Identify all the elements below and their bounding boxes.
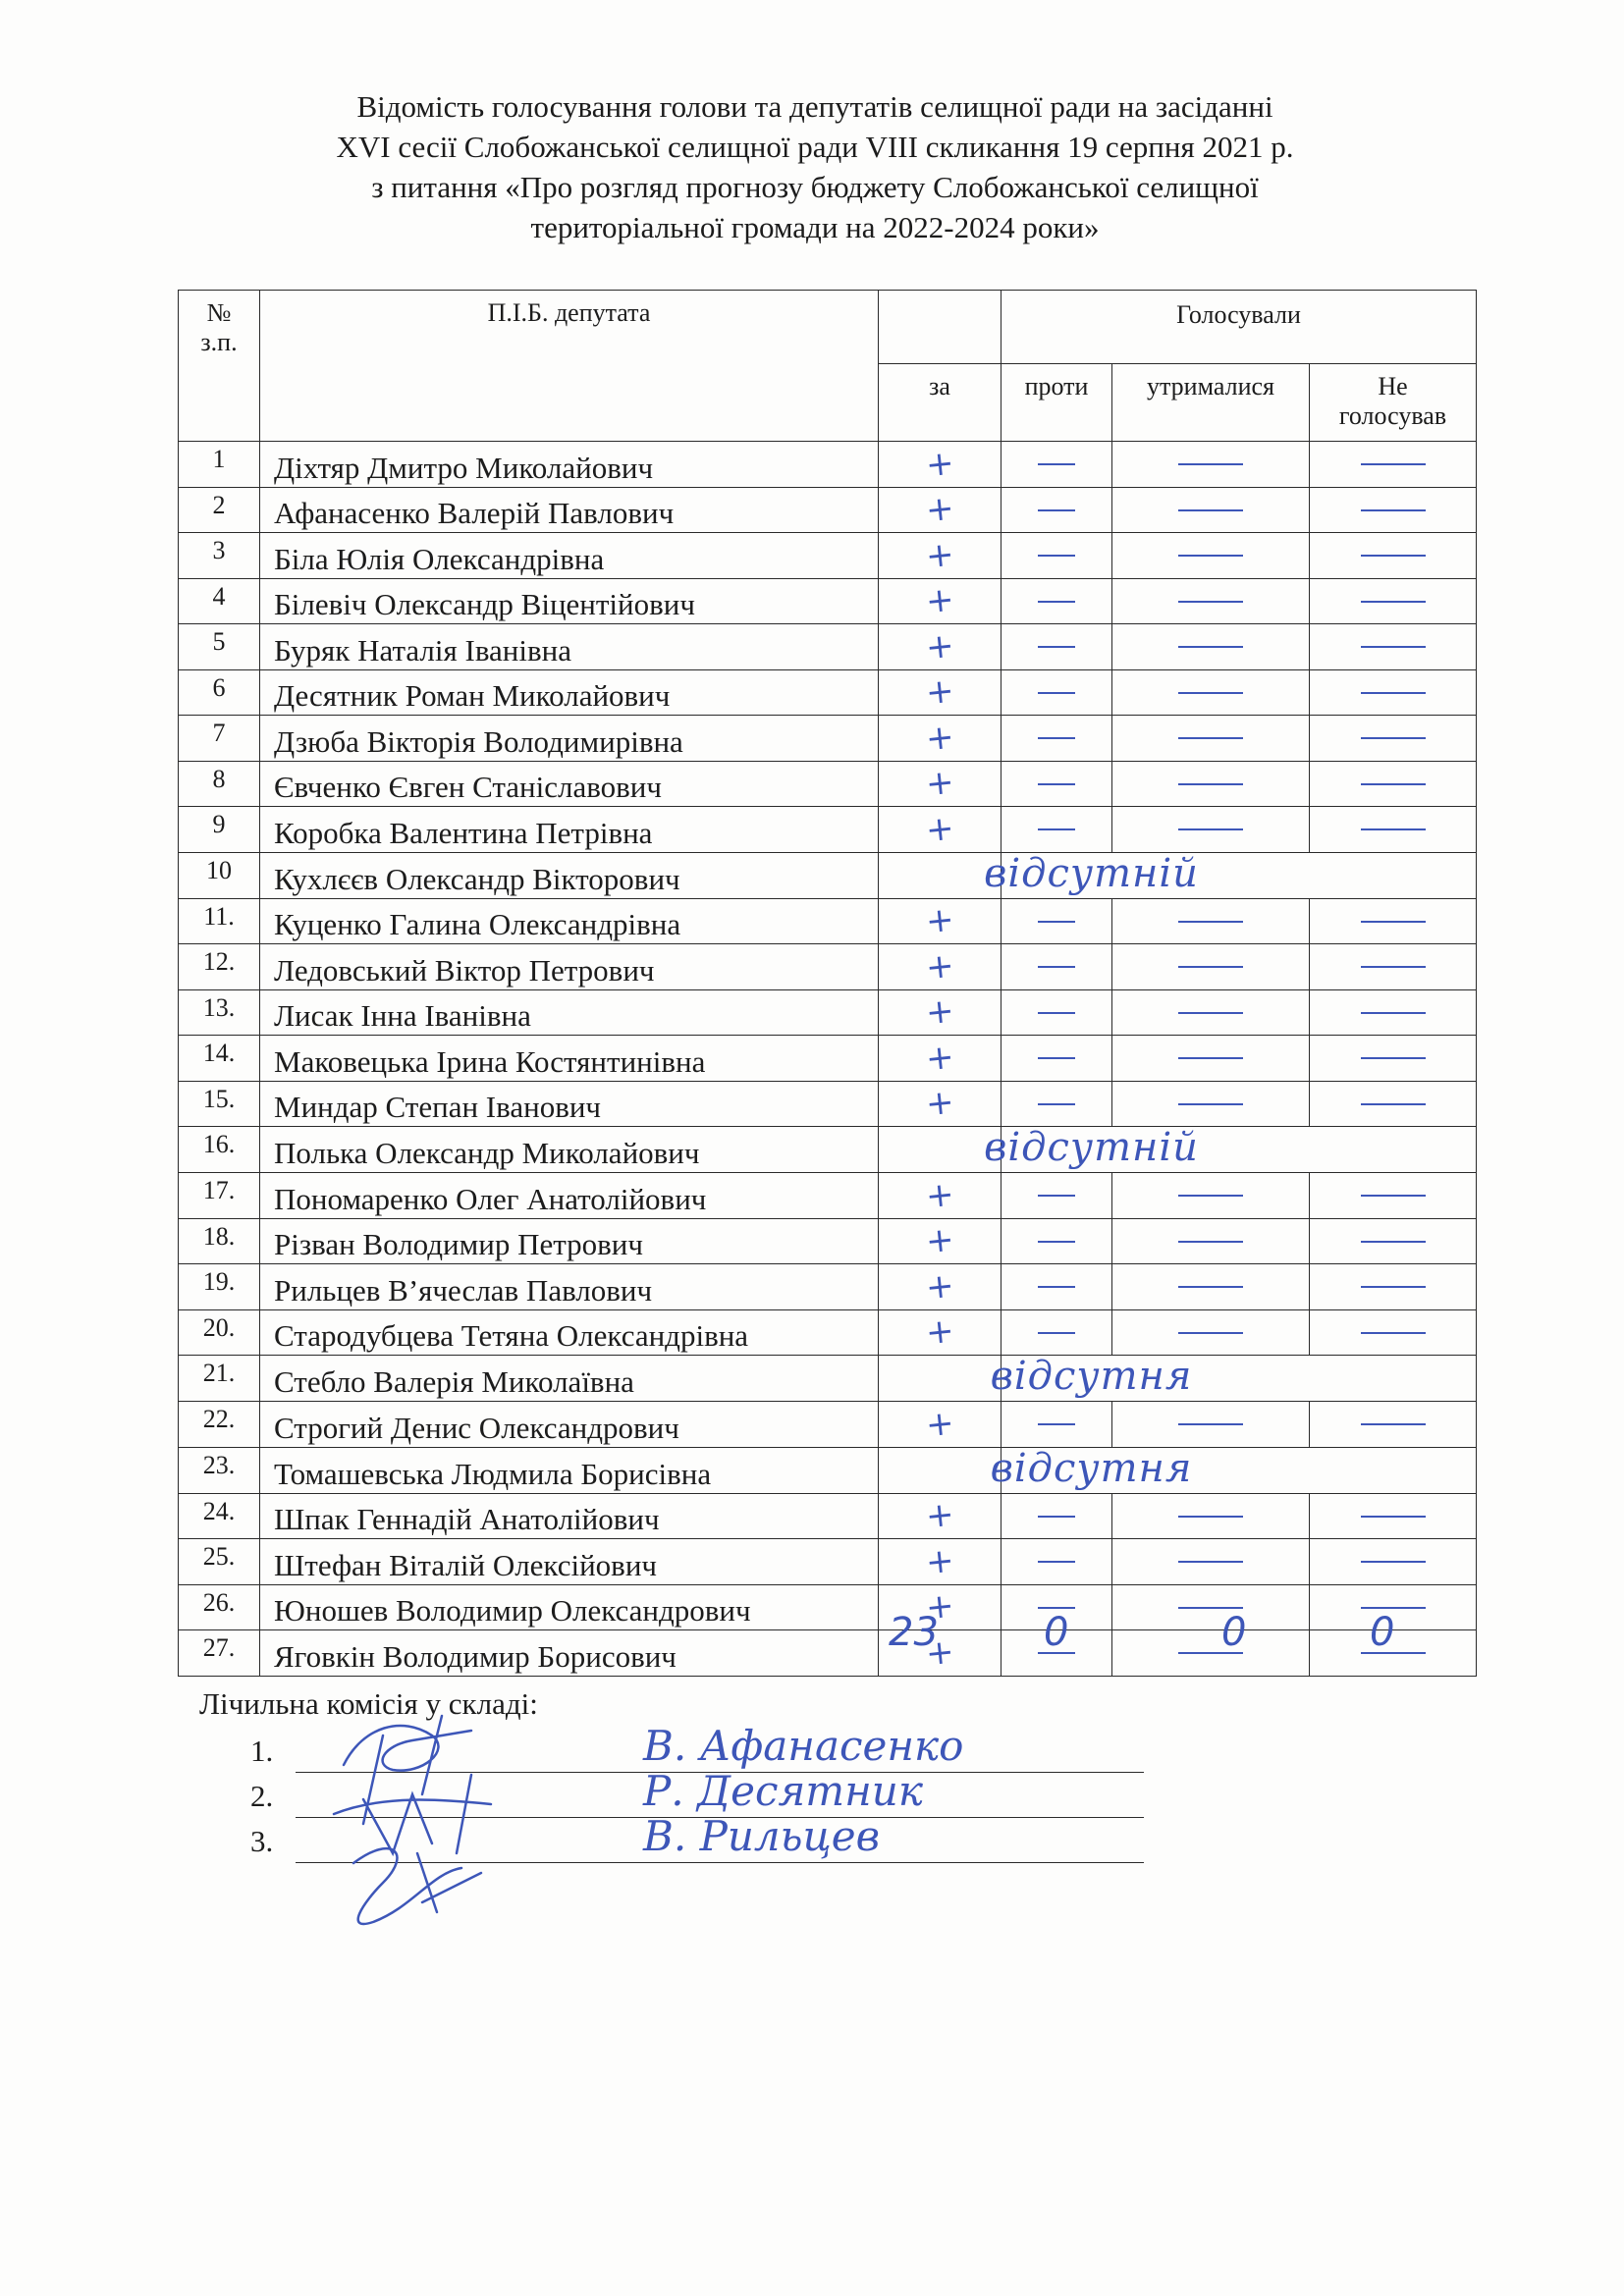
vote-abstained-dash	[1178, 692, 1243, 694]
vote-against-dash	[1038, 463, 1075, 465]
deputy-name: Пономаренко Олег Анатолійович	[260, 1173, 879, 1219]
vote-for-mark: +	[923, 1403, 956, 1446]
vote-against-dash	[1038, 1195, 1075, 1197]
vote-against-dash	[1038, 646, 1075, 648]
vote-against-dash	[1038, 601, 1075, 603]
commission-member-2: 2. Р. Десятник	[250, 1779, 1144, 1818]
vote-for-mark: +	[923, 1494, 956, 1537]
vote-against-dash	[1038, 1103, 1075, 1105]
vote-against-dash	[1038, 1516, 1075, 1518]
table-row	[179, 1539, 1477, 1585]
vote-against-dash	[1038, 1241, 1075, 1243]
table-row	[179, 944, 1477, 990]
vote-abstained-dash	[1178, 783, 1243, 785]
total-against: 0	[1044, 1610, 1069, 1655]
vote-not-voted-dash	[1361, 1241, 1426, 1243]
deputy-name: Рильцев В’ячеслав Павлович	[260, 1264, 879, 1310]
vote-for-mark: +	[923, 1540, 956, 1583]
row-number: 9	[179, 807, 260, 853]
vote-against-dash	[1038, 1057, 1075, 1059]
vote-for-mark: +	[923, 625, 956, 668]
vote-abstained-dash	[1178, 1607, 1243, 1609]
row-number: 16.	[179, 1127, 260, 1173]
vote-abstained-dash	[1178, 828, 1243, 830]
vote-for-mark: +	[923, 808, 956, 851]
vote-not-voted-dash	[1361, 1561, 1426, 1563]
vote-for-mark: +	[923, 1219, 956, 1262]
deputy-name: Кухлєєв Олександр Вікторович	[260, 852, 879, 898]
row-number: 4	[179, 578, 260, 624]
header-voted: Голосували	[1001, 291, 1477, 364]
vote-for-mark: +	[923, 1174, 956, 1217]
vote-totals	[0, 1610, 1624, 1675]
row-number: 3	[179, 533, 260, 579]
vote-not-voted-dash	[1361, 1012, 1426, 1014]
table-row	[179, 1127, 1477, 1173]
vote-not-voted-dash	[1361, 921, 1426, 923]
deputy-name: Юношев Володимир Олександрович	[260, 1584, 879, 1630]
row-number: 17.	[179, 1173, 260, 1219]
vote-against-dash	[1038, 783, 1075, 785]
deputy-name: Білевіч Олександр Віцентійович	[260, 578, 879, 624]
document-title	[147, 86, 1483, 247]
vote-not-voted-dash	[1361, 966, 1426, 968]
vote-against-dash	[1038, 1012, 1075, 1014]
vote-not-voted-dash	[1361, 601, 1426, 603]
table-row	[179, 1173, 1477, 1219]
vote-for-mark: +	[923, 443, 956, 486]
table-row	[179, 989, 1477, 1036]
deputy-name: Десятник Роман Миколайович	[260, 669, 879, 716]
vote-not-voted-dash	[1361, 555, 1426, 557]
vote-not-voted-dash	[1361, 1286, 1426, 1288]
vote-abstained-dash	[1178, 1012, 1243, 1014]
vote-not-voted-dash	[1361, 1195, 1426, 1197]
deputy-name: Буряк Наталія Іванівна	[260, 624, 879, 670]
table-row	[179, 716, 1477, 762]
table-row	[179, 807, 1477, 853]
header-number: № з.п.	[179, 291, 260, 442]
vote-abstained-dash	[1178, 1561, 1243, 1563]
deputy-name: Штефан Віталій Олексійович	[260, 1539, 879, 1585]
row-number: 27.	[179, 1630, 260, 1677]
vote-for-mark: +	[923, 579, 956, 622]
table-row	[179, 761, 1477, 807]
vote-not-voted-dash	[1361, 1423, 1426, 1425]
table-row	[179, 898, 1477, 944]
deputy-name: Лисак Інна Іванівна	[260, 989, 879, 1036]
vote-not-voted-dash	[1361, 509, 1426, 511]
header-name: П.І.Б. депутата	[260, 291, 879, 442]
table-row	[179, 487, 1477, 533]
total-not-voted: 0	[1370, 1610, 1395, 1655]
member-name: В. Афанасенко	[643, 1722, 964, 1770]
deputy-name: Діхтяр Дмитро Миколайович	[260, 442, 879, 488]
table-row	[179, 1309, 1477, 1356]
header-blank	[879, 291, 1001, 364]
table-row	[179, 442, 1477, 488]
voting-table	[178, 290, 1477, 1677]
deputy-name: Миндар Степан Іванович	[260, 1081, 879, 1127]
vote-for-mark: +	[923, 1265, 956, 1308]
vote-abstained-dash	[1178, 463, 1243, 465]
absent-note: відсутня	[990, 1445, 1193, 1491]
vote-against-dash	[1038, 1286, 1075, 1288]
title-line-2: XVI сесії Слобожанської селищної ради VIII скликання 19 серпня 2021 р.	[336, 130, 1294, 164]
vote-not-voted-dash	[1361, 692, 1426, 694]
vote-not-voted-dash	[1361, 1057, 1426, 1059]
row-number: 6	[179, 669, 260, 716]
absent-note: відсутня	[990, 1354, 1193, 1399]
deputy-name: Дзюба Вікторія Володимирівна	[260, 716, 879, 762]
vote-for-mark: +	[923, 670, 956, 714]
commission-member-1: 1. В. Афанасенко	[250, 1734, 1144, 1773]
vote-abstained-dash	[1178, 966, 1243, 968]
vote-against-dash	[1038, 737, 1075, 739]
vote-against-dash	[1038, 1561, 1075, 1563]
row-number: 5	[179, 624, 260, 670]
header-abstained: утрималися	[1112, 364, 1310, 442]
header-row-1	[179, 291, 1477, 364]
row-number: 8	[179, 761, 260, 807]
row-number: 7	[179, 716, 260, 762]
vote-for-mark: +	[923, 488, 956, 531]
vote-against-dash	[1038, 828, 1075, 830]
vote-not-voted-dash	[1361, 828, 1426, 830]
deputy-name: Біла Юлія Олександрівна	[260, 533, 879, 579]
vote-for-mark: +	[923, 990, 956, 1034]
vote-not-voted-dash	[1361, 783, 1426, 785]
deputy-name: Стародубцева Тетяна Олександрівна	[260, 1309, 879, 1356]
table-row	[179, 1036, 1477, 1082]
vote-against-dash	[1038, 1332, 1075, 1334]
absent-note: відсутній	[984, 1125, 1199, 1170]
vote-abstained-dash	[1178, 921, 1243, 923]
vote-not-voted-dash	[1361, 463, 1426, 465]
vote-for-mark: +	[923, 1037, 956, 1080]
deputy-name: Яговкін Володимир Борисович	[260, 1630, 879, 1677]
member-name: В. Рильцев	[643, 1812, 881, 1860]
table-row	[179, 852, 1477, 898]
vote-not-voted-dash	[1361, 737, 1426, 739]
table-row	[179, 669, 1477, 716]
row-number: 22.	[179, 1402, 260, 1448]
vote-for-mark: +	[923, 717, 956, 760]
vote-for-mark: +	[923, 899, 956, 942]
vote-against-dash	[1038, 921, 1075, 923]
row-number: 1	[179, 442, 260, 488]
title-line-4: територіальної громади на 2022-2024 роки»	[530, 210, 1100, 244]
vote-against-dash	[1038, 1423, 1075, 1425]
row-number: 18.	[179, 1218, 260, 1264]
vote-for-mark: +	[923, 1631, 956, 1675]
deputy-name: Полька Олександр Миколайович	[260, 1127, 879, 1173]
table-row	[179, 1493, 1477, 1539]
deputy-name: Куценко Галина Олександрівна	[260, 898, 879, 944]
signature-scribble	[324, 1706, 560, 1942]
vote-abstained-dash	[1178, 1195, 1243, 1197]
deputy-name: Афанасенко Валерій Павлович	[260, 487, 879, 533]
table-row	[179, 533, 1477, 579]
deputy-name: Стебло Валерія Миколаївна	[260, 1356, 879, 1402]
row-number: 13.	[179, 989, 260, 1036]
vote-for-mark: +	[923, 1082, 956, 1125]
vote-abstained-dash	[1178, 555, 1243, 557]
vote-for-mark: +	[923, 534, 956, 577]
vote-abstained-dash	[1178, 1241, 1243, 1243]
vote-abstained-dash	[1178, 509, 1243, 511]
row-number: 12.	[179, 944, 260, 990]
row-number: 21.	[179, 1356, 260, 1402]
commission-label: Лічильна комісія у складі:	[199, 1686, 538, 1721]
vote-against-dash	[1038, 555, 1075, 557]
vote-abstained-dash	[1178, 646, 1243, 648]
vote-against-dash	[1038, 1607, 1075, 1609]
vote-against-dash	[1038, 692, 1075, 694]
commission-member-3: 3. В. Рильцев	[250, 1824, 1144, 1863]
row-number: 11.	[179, 898, 260, 944]
vote-abstained-dash	[1178, 1057, 1243, 1059]
title-line-1: Відомість голосування голови та депутатів селищної ради на засіданні	[356, 89, 1273, 124]
table-row	[179, 1218, 1477, 1264]
vote-abstained-dash	[1178, 1332, 1243, 1334]
vote-abstained-dash	[1178, 601, 1243, 603]
row-number: 20.	[179, 1309, 260, 1356]
row-number: 2	[179, 487, 260, 533]
vote-against-dash	[1038, 509, 1075, 511]
table-row	[179, 1402, 1477, 1448]
vote-against-dash	[1038, 966, 1075, 968]
deputy-name: Євченко Євген Станіславович	[260, 761, 879, 807]
row-number: 14.	[179, 1036, 260, 1082]
vote-abstained-dash	[1178, 1516, 1243, 1518]
deputy-name: Коробка Валентина Петрівна	[260, 807, 879, 853]
deputy-name: Томашевська Людмила Борисівна	[260, 1447, 879, 1493]
vote-not-voted-dash	[1361, 1607, 1426, 1609]
total-abstained: 0	[1221, 1610, 1247, 1655]
vote-for-mark: +	[923, 1585, 956, 1629]
vote-abstained-dash	[1178, 1286, 1243, 1288]
row-number: 25.	[179, 1539, 260, 1585]
vote-abstained-dash	[1178, 1423, 1243, 1425]
vote-abstained-dash	[1178, 737, 1243, 739]
vote-abstained-dash	[1178, 1103, 1243, 1105]
deputy-name: Шпак Геннадій Анатолійович	[260, 1493, 879, 1539]
title-line-3: з питання «Про розгляд прогнозу бюджету Слобожанської селищної	[371, 170, 1259, 204]
table-row	[179, 1081, 1477, 1127]
deputy-name: Ледовський Віктор Петрович	[260, 944, 879, 990]
vote-for-mark: +	[923, 762, 956, 805]
vote-not-voted-dash	[1361, 1103, 1426, 1105]
vote-not-voted-dash	[1361, 646, 1426, 648]
table-row	[179, 1356, 1477, 1402]
header-not-voted: Не голосував	[1310, 364, 1477, 442]
row-number: 23.	[179, 1447, 260, 1493]
row-number: 24.	[179, 1493, 260, 1539]
row-number: 26.	[179, 1584, 260, 1630]
header-against: проти	[1001, 364, 1112, 442]
vote-not-voted-dash	[1361, 1332, 1426, 1334]
row-number: 10	[179, 852, 260, 898]
header-for: за	[879, 364, 1001, 442]
deputy-name: Різван Володимир Петрович	[260, 1218, 879, 1264]
table-row	[179, 578, 1477, 624]
table-row	[179, 1447, 1477, 1493]
table-row	[179, 1264, 1477, 1310]
deputy-name: Маковецька Ірина Костянтинівна	[260, 1036, 879, 1082]
vote-for-mark: +	[923, 1310, 956, 1354]
member-name: Р. Десятник	[643, 1767, 923, 1815]
total-for: 23	[889, 1610, 939, 1655]
vote-not-voted-dash	[1361, 1516, 1426, 1518]
vote-for-mark: +	[923, 945, 956, 988]
table-row	[179, 624, 1477, 670]
row-number: 15.	[179, 1081, 260, 1127]
deputy-name: Строгий Денис Олександрович	[260, 1402, 879, 1448]
row-number: 19.	[179, 1264, 260, 1310]
absent-note: відсутній	[984, 850, 1199, 896]
